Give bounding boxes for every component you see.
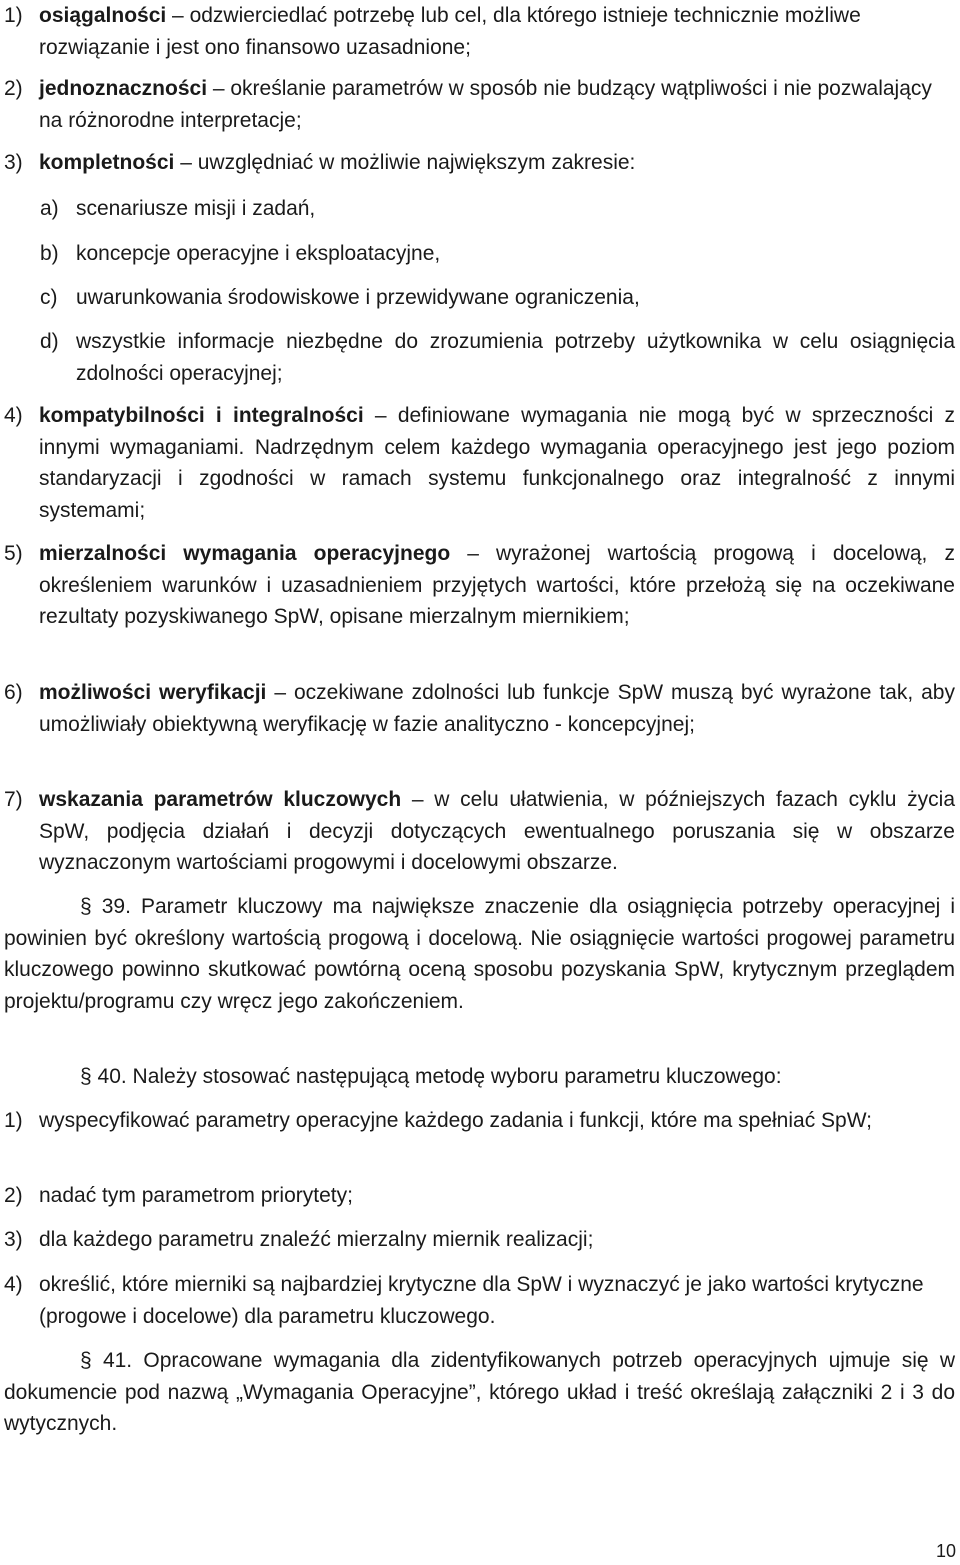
item-letter: c) xyxy=(40,286,58,309)
step-number: 3) xyxy=(4,1228,23,1251)
paragraph-41: § 41. Opracowane wymagania dla zidentyfikowanych potrzeb operacyjnych ujmuje się w dokumencie pod nazwą „Wymagania Operacyjne”, którego układ i treść określają załączniki 2 i 3 do wytycznych. xyxy=(4,1349,955,1435)
item-text xyxy=(39,677,955,740)
item-text xyxy=(39,147,955,179)
item-term: kompatybilności i integralności xyxy=(39,404,364,427)
paragraph-40: § 40. Należy stosować następującą metodę wyboru parametru kluczowego: xyxy=(80,1065,782,1088)
step-number: 4) xyxy=(4,1273,23,1296)
item-text: koncepcje operacyjne i eksploatacyjne, xyxy=(76,242,441,265)
step-number: 1) xyxy=(4,1109,23,1132)
item-term: kompletności xyxy=(39,151,175,174)
item-number: 1) xyxy=(4,4,23,27)
item-letter: b) xyxy=(40,242,59,265)
sub-list-item xyxy=(0,326,960,389)
step-text: wyspecyfikować parametry operacyjne każdego zadania i funkcji, które ma spełniać SpW; xyxy=(39,1109,873,1132)
method-step xyxy=(0,1269,960,1332)
sub-list-item xyxy=(0,282,960,314)
item-text: scenariusze misji i zadań, xyxy=(76,197,316,220)
method-step xyxy=(0,1105,960,1137)
item-letter: a) xyxy=(40,197,59,220)
page-number: 10 xyxy=(935,1541,956,1561)
item-text xyxy=(39,538,955,633)
item-description: – oczekiwane zdolności lub funkcje SpW muszą być wyrażone tak, aby umożliwiały obiektywną weryfikację w fazie analityczno - koncepcyjnej; xyxy=(39,681,955,736)
list-item xyxy=(0,0,960,63)
paragraph-39: § 39. Parametr kluczowy ma największe znaczenie dla osiągnięcia potrzeby operacyjnej i powinien być określony wartością progową i docelową. Nie osiągnięcie wartości progowej parametru kluczowego powinno skutkować powtórną oceną sposobu pozyskania SpW, krytycznym przeglądem projektu/programu czy wręcz jego zakończeniem. xyxy=(4,895,955,1013)
sub-list-item xyxy=(0,238,960,270)
item-term: osiągalności xyxy=(39,4,167,27)
step-text: określić, które mierniki są najbardziej krytyczne dla SpW i wyznaczyć je jako wartości krytyczne (progowe i docelowe) dla parametru kluczowego. xyxy=(39,1273,924,1328)
item-text xyxy=(39,73,955,136)
list-item xyxy=(0,677,960,740)
item-number: 4) xyxy=(4,404,23,427)
item-text: uwarunkowania środowiskowe i przewidywane ograniczenia, xyxy=(76,286,640,309)
item-description: – w celu ułatwienia, w późniejszych fazach cyklu życia SpW, podjęcia działań i decyzji dotyczących ewentualnego poruszania się w obszarze wyznaczonym wartościami progowymi i docelowymi obszarze. xyxy=(39,788,956,874)
item-description: – definiowane wymagania nie mogą być w sprzeczności z innymi wymaganiami. Nadrzędnym celem każdego wymagania operacyjnego jest jego poziom standaryzacji i zgodności w ramach systemu funkcjonalnego oraz integralność z innymi systemami; xyxy=(39,404,955,522)
item-letter: d) xyxy=(40,330,59,353)
item-description: – wyrażonej wartością progową i docelową, z określeniem warunków i uzasadnieniem przyjętych wartości, które przełożą się na oczekiwane rezultaty pozyskiwanego SpW, opisane mierzalnym miernikiem; xyxy=(39,542,955,628)
item-term: jednoznaczności xyxy=(39,77,208,100)
step-text: nadać tym parametrom priorytety; xyxy=(39,1184,353,1207)
item-text xyxy=(39,784,955,879)
item-number: 5) xyxy=(4,542,23,565)
list-item xyxy=(0,400,960,526)
item-text xyxy=(39,0,955,63)
sub-list-item xyxy=(0,193,960,225)
item-number: 7) xyxy=(4,788,23,811)
method-step xyxy=(0,1180,960,1212)
item-number: 3) xyxy=(4,151,23,174)
step-number: 2) xyxy=(4,1184,23,1207)
item-description: – uwzględniać w możliwie największym zakresie: xyxy=(174,151,636,174)
list-item xyxy=(0,147,960,179)
item-term: wskazania parametrów kluczowych xyxy=(39,788,402,811)
method-step xyxy=(0,1224,960,1256)
item-description: – odzwierciedlać potrzebę lub cel, dla którego istnieje technicznie możliwe rozwiązanie i jest ono finansowo uzasadnione; xyxy=(39,4,861,59)
list-item xyxy=(0,784,960,879)
item-term: możliwości weryfikacji xyxy=(39,681,267,704)
item-number: 2) xyxy=(4,77,23,100)
step-text: dla każdego parametru znaleźć mierzalny miernik realizacji; xyxy=(39,1228,594,1251)
item-description: – określanie parametrów w sposób nie budzący wątpliwości i nie pozwalający na różnorodne interpretacje; xyxy=(39,77,932,132)
item-number: 6) xyxy=(4,681,23,704)
item-term: mierzalności wymagania operacyjnego xyxy=(39,542,451,565)
list-item xyxy=(0,538,960,633)
item-text: wszystkie informacje niezbędne do zrozumienia potrzeby użytkownika w celu osiągnięcia zdolności operacyjnej; xyxy=(76,330,955,385)
list-item xyxy=(0,73,960,136)
item-text xyxy=(39,400,955,526)
